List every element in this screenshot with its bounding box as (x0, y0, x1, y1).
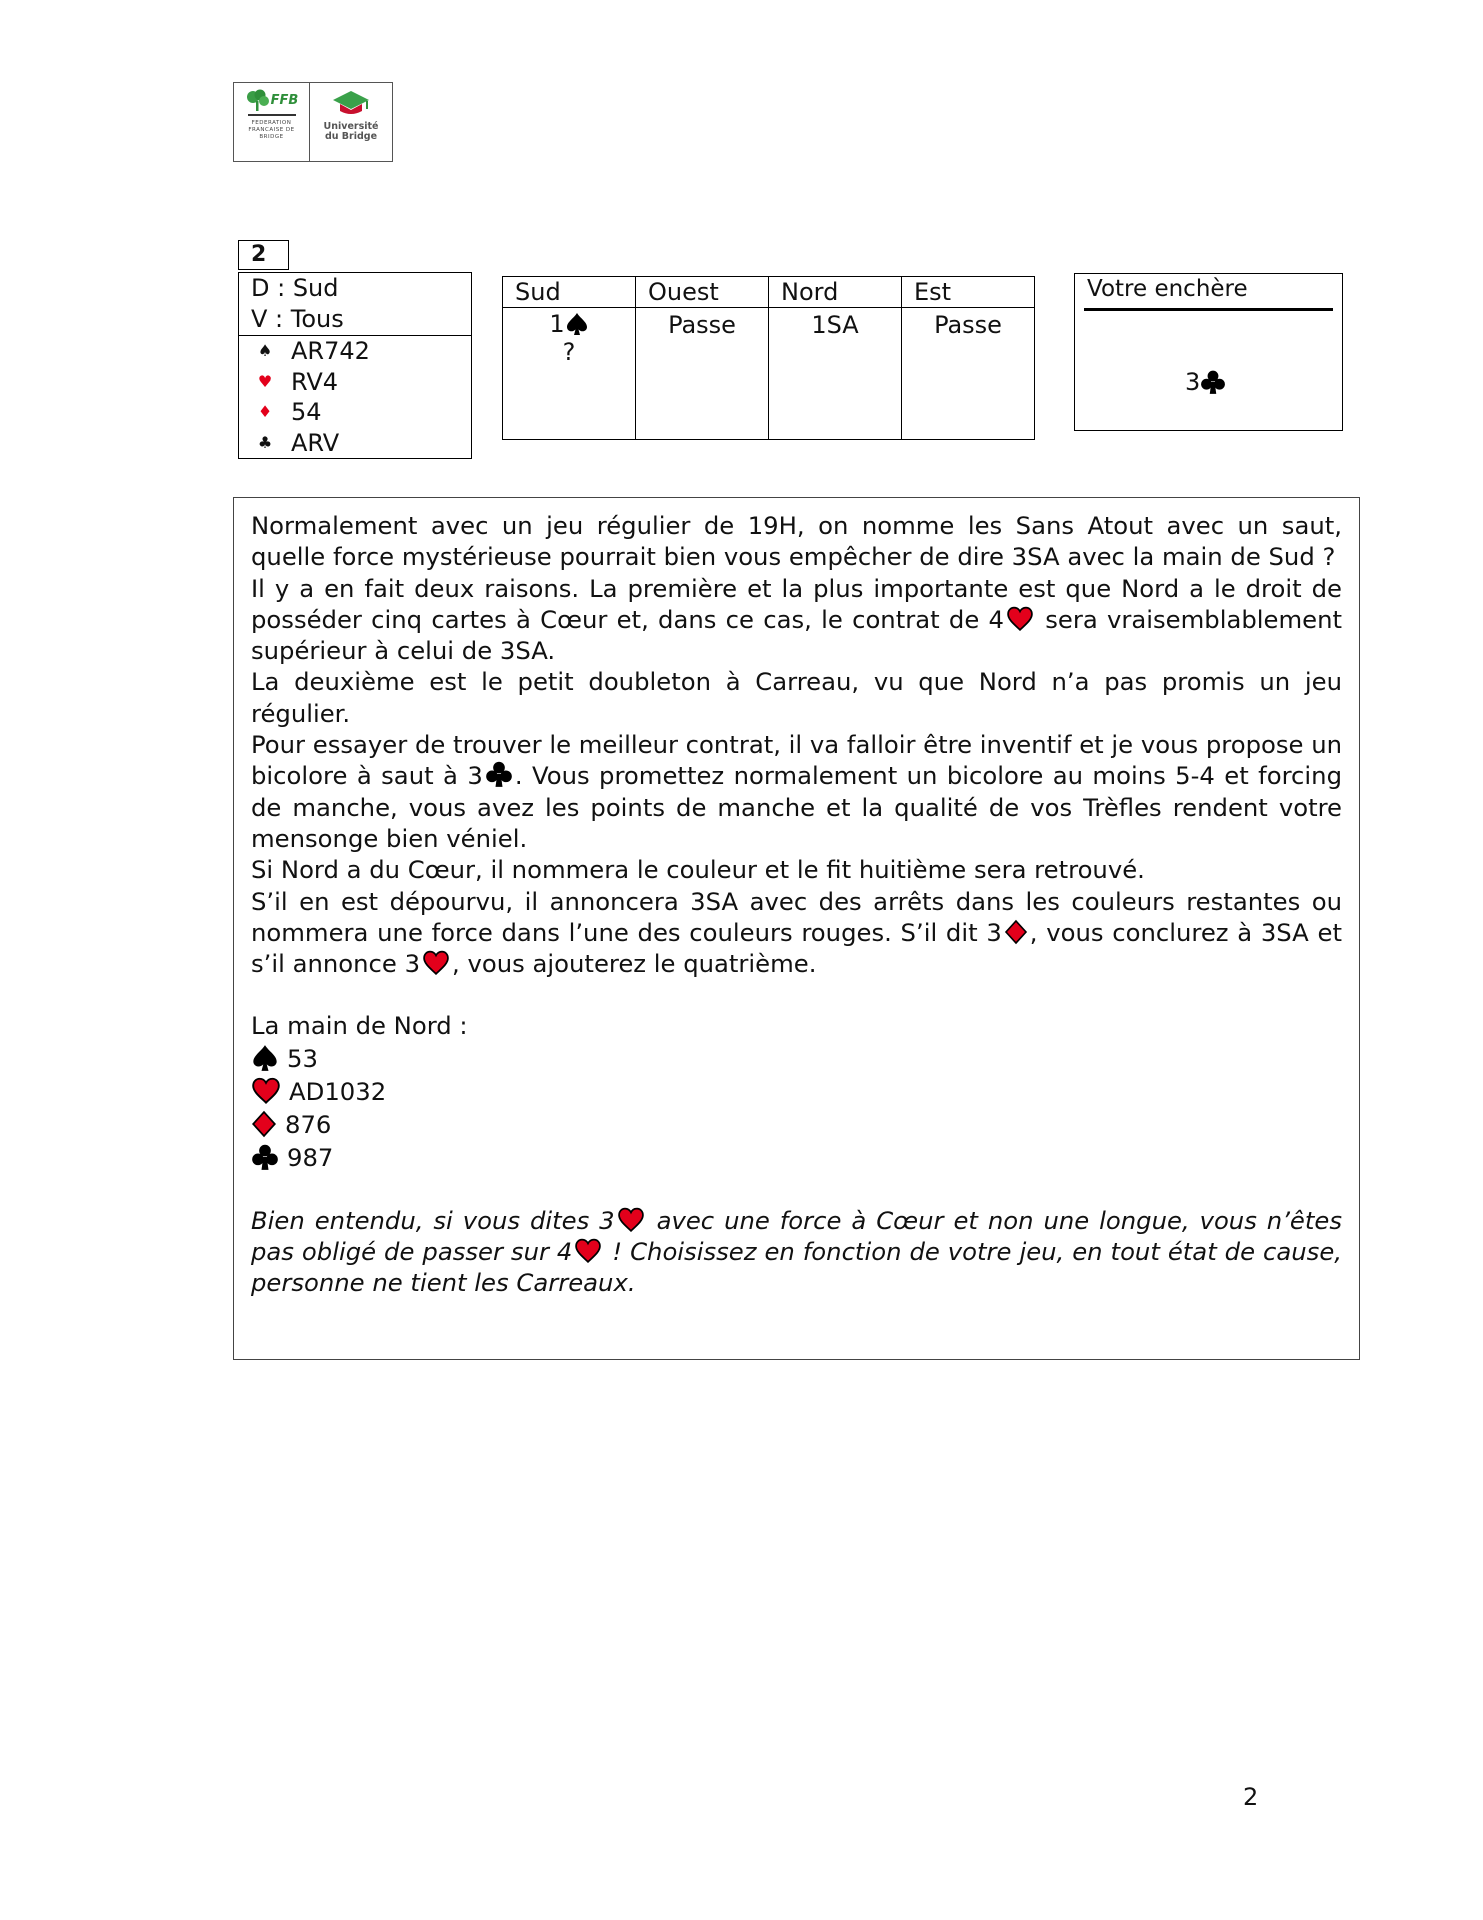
ffb-logo-left (234, 83, 310, 161)
hand-cards: ARV (291, 428, 340, 457)
club-icon: ♣ (257, 432, 273, 452)
your-bid-box (1074, 273, 1343, 431)
ffb-logo (233, 82, 393, 162)
board-number: 2 (238, 240, 289, 270)
univ-text: Université du Bridge (323, 121, 379, 142)
your-bid-title: Votre enchère (1087, 276, 1248, 302)
logo-divider (248, 114, 296, 116)
header-nord: Nord (769, 277, 902, 308)
heart-icon (617, 1207, 645, 1233)
hand-cards: 54 (291, 398, 322, 426)
bidding-header-row (503, 277, 1035, 308)
explanation-box (233, 497, 1360, 1360)
bid-sud-1 (503, 308, 635, 340)
hand-cards: 987 (287, 1142, 334, 1172)
club-icon (251, 1143, 279, 1171)
nord-hand-title: La main de Nord : (251, 1011, 468, 1041)
hand-row-spades (239, 336, 471, 367)
bid-ouest: Passe (668, 311, 736, 339)
hand-cards: RV4 (291, 367, 339, 396)
paragraph-1: Normalement avec un jeu régulier de 19H, on nomme les Sans Atout avec un saut, quelle force mystérieuse pourrait bien vous empêcher de dire 3SA avec la main de Sud ? (251, 511, 1342, 572)
nord-bids (769, 308, 902, 440)
paragraph-6: S’il en est dépourvu, il annoncera 3SA avec des arrêts dans les couleurs restantes ou nommera une force dans l’une des couleurs rouges. S’il dit 3 , vous conclurez à 3SA et s’il annonce 3 , vous ajouterez le quatrième. (251, 886, 1342, 979)
nord-hand-clubs (251, 1141, 1342, 1174)
vulnerability-label: V : Tous (251, 305, 344, 333)
deal-info (239, 273, 471, 336)
diamond-icon (251, 1110, 277, 1138)
bid-level: 1 (549, 310, 565, 338)
page-number: 2 (1243, 1783, 1259, 1811)
nord-hand (251, 1042, 1342, 1174)
spade-icon (565, 312, 589, 336)
bid-est: Passe (934, 311, 1002, 339)
bidding-row (503, 308, 1035, 440)
dealer-label: D : Sud (251, 274, 339, 302)
your-bid-answer (1185, 368, 1226, 396)
nord-hand-diamonds (251, 1108, 1342, 1141)
bidding-table (502, 276, 1035, 440)
hand-cards: AR742 (291, 337, 370, 365)
graduation-cap-icon (331, 89, 371, 119)
heart-icon (1006, 606, 1034, 632)
header-sud: Sud (503, 277, 636, 308)
univ-logo (310, 83, 392, 161)
hand-cards: 53 (287, 1043, 318, 1073)
bid-sud-2: ? (562, 338, 576, 366)
hand-cards: 876 (285, 1109, 332, 1139)
spade-icon (251, 1044, 279, 1072)
hand-row-clubs (239, 428, 471, 459)
sud-bids (503, 308, 636, 440)
deal-box (238, 272, 472, 459)
answer-level: 3 (1185, 368, 1201, 396)
club-icon (1200, 369, 1226, 395)
paragraph-conclusion: Bien entendu, si vous dites 3 avec une force à Cœur et non une longue, vous n’êtes pas obligé de passer sur 4 ! Choisissez en fonction de votre jeu, en tout état de cause, personne ne tient les Carreaux. (251, 1205, 1342, 1298)
heart-icon (251, 1077, 281, 1105)
paragraph-4: Pour essayer de trouver le meilleur contrat, il va falloir être inventif et je vous propose un bicolore à saut à 3 . Vous promettez normalement un bicolore au moins 5-4 et forcing de manche, vous avez les points de manche et la qualité de vos Trèfles rendent votre mensonge bien véniel. (251, 730, 1343, 853)
nord-hand-hearts (251, 1075, 1342, 1108)
nord-hand-spades (251, 1042, 1342, 1075)
hand-row-hearts (239, 367, 471, 398)
header-est: Est (902, 277, 1035, 308)
diamond-icon (1004, 919, 1028, 945)
your-bid-rule (1084, 308, 1333, 311)
hand-cards: AD1032 (289, 1076, 387, 1106)
ouest-bids (636, 308, 769, 440)
header-ouest: Ouest (636, 277, 769, 308)
paragraph-3: La deuxième est le petit doubleton à Carreau, vu que Nord n’a pas promis un jeu régulier. (251, 667, 1342, 728)
club-icon (485, 760, 513, 788)
heart-icon (574, 1238, 602, 1264)
diamond-icon: ♦ (257, 402, 273, 421)
heart-icon: ♥ (257, 371, 273, 391)
heart-icon (422, 950, 450, 976)
tree-icon (245, 89, 271, 111)
est-bids (902, 308, 1035, 440)
bid-nord: 1SA (811, 311, 859, 339)
paragraph-2: Il y a en fait deux raisons. La première et la plus importante est que Nord a le droit de posséder cinq cartes à Cœur et, dans ce cas, le contrat de 4 sera vraisemblablement supérieur à celui de 3SA. (251, 573, 1342, 666)
paragraph-5: Si Nord a du Cœur, il nommera le couleur et le fit huitième sera retrouvé. (251, 855, 1145, 885)
ffb-subtitle: FEDERATION FRANCAISE DE BRIDGE (248, 120, 295, 140)
ffb-text: FFB (270, 92, 299, 108)
spade-icon: ♠ (257, 341, 273, 360)
hand-row-diamonds (239, 397, 471, 428)
